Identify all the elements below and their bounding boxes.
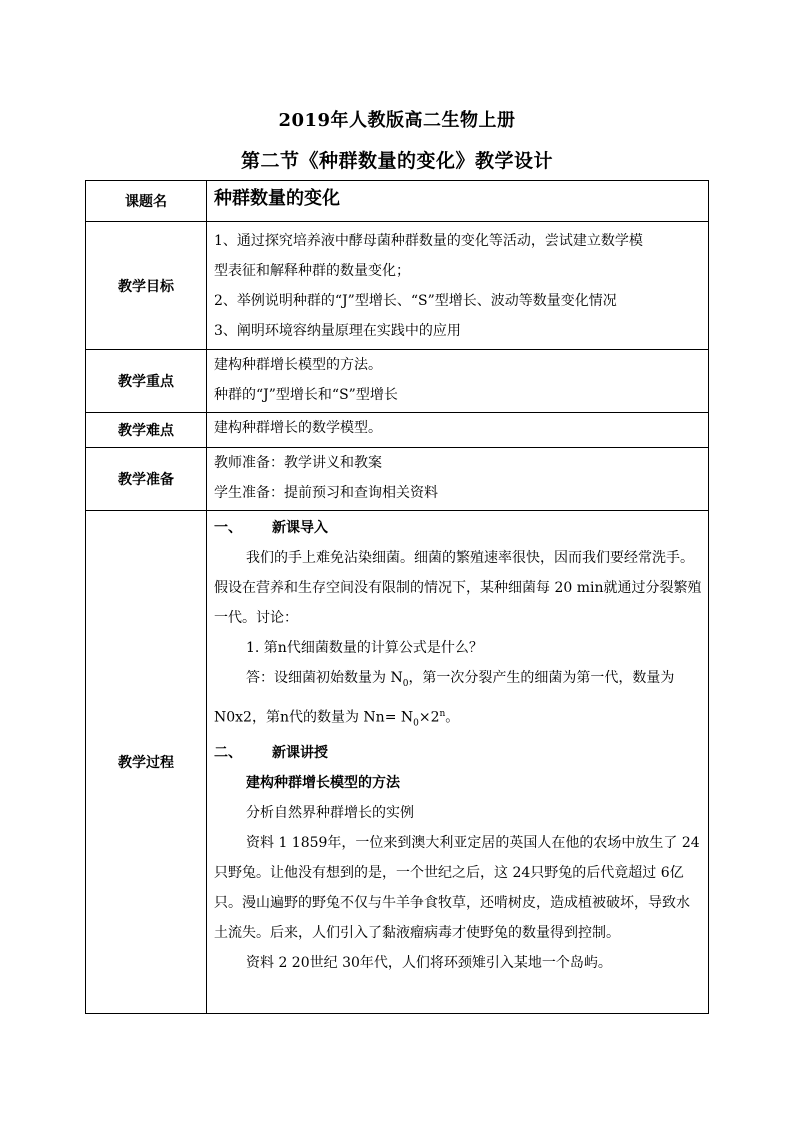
answer-paragraph [214, 663, 703, 738]
key-point-line: 建构种群增长模型的方法。 [214, 357, 382, 373]
key-point-line: 种群的“J”型增长和“S”型增长 [214, 387, 398, 403]
document-title: 2019年人教版高二生物上册 [278, 110, 516, 131]
section-heading-intro [214, 513, 703, 543]
row-label-topic: 课题名 [86, 181, 207, 222]
section-title: 新课导入 [272, 520, 328, 536]
goal-line: 2、举例说明种群的“J”型增长、“S”型增长、波动等数量变化情况 [214, 293, 617, 309]
table-row-key-points [86, 350, 709, 413]
subscript: 0 [413, 718, 419, 729]
material-1: 资料 1 1859年，一位来到澳大利亚定居的英国人在他的农场中放生了 24只野兔。让他没有想到的是，一个世纪之后，这 24只野兔的后代竟超过 6亿只。漫山遍野的野兔不仅与牛羊争食牧草，还啃树皮，造成植被破坏，导致水土流失。后来，人们引入了黏液瘤病毒才使野兔的数量得到控制。 [214, 835, 700, 942]
answer-text: 。 [445, 709, 460, 726]
question-line: 1. 第n代细菌数量的计算公式是什么？ [246, 640, 483, 656]
table-row-topic [86, 181, 709, 222]
goal-line: 型表征和解释种群的数量变化； [214, 263, 410, 279]
answer-text: ，第一次分裂产生的细菌为第一代，数量为 N0x2，第n代的数量为 Nn= N [214, 670, 675, 726]
subsection-line: 分析自然界种群增长的实例 [246, 805, 414, 822]
section-title: 新课讲授 [272, 745, 328, 762]
material-2: 资料 2 20世纪 30年代，人们将环颈雉引入某地一个岛屿。 [246, 955, 612, 972]
superscript: n [439, 708, 446, 719]
section-heading-lecture [214, 738, 703, 768]
row-label-goals: 教学目标 [86, 222, 207, 350]
subsection-title: 建构种群增长模型的方法 [246, 775, 400, 792]
row-label-key-points: 教学重点 [86, 350, 207, 413]
row-content-key-points [207, 350, 709, 413]
paragraph-intro: 我们的手上难免沾染细菌。细菌的繁殖速率很快，因而我们要经常洗手。假设在营养和生存空间没有限制的情况下，某种细菌每 20 min就通过分裂繁殖一代。讨论： [214, 550, 702, 626]
row-content-topic [207, 181, 709, 222]
row-content-process [207, 511, 709, 1014]
row-content-preparation [207, 448, 709, 511]
table-row-preparation [86, 448, 709, 511]
table-row-difficulties [86, 413, 709, 448]
goal-line: 1、通过探究培养液中酵母菌种群数量的变化等活动，尝试建立数学模 [214, 233, 643, 249]
subscript: 0 [402, 678, 409, 689]
section-number: 一、 [214, 520, 242, 536]
preparation-line: 教师准备：教学讲义和教案 [214, 455, 382, 471]
answer-text: 答：设细菌初始数量为 N [246, 670, 403, 686]
row-content-difficulties [207, 413, 709, 448]
preparation-line: 学生准备：提前预习和查询相关资料 [214, 485, 438, 501]
section-number: 二、 [214, 745, 242, 762]
answer-text: ×2 [418, 709, 440, 726]
goal-line: 3、阐明环境容纳量原理在实践中的应用 [214, 323, 461, 339]
row-label-process: 教学过程 [86, 511, 207, 1014]
topic-value: 种群数量的变化 [214, 188, 340, 209]
table-row-goals [86, 222, 709, 350]
difficulty-line: 建构种群增长的数学模型。 [214, 420, 382, 436]
row-label-preparation: 教学准备 [86, 448, 207, 511]
row-label-difficulties: 教学难点 [86, 413, 207, 448]
document-subtitle: 第二节《种群数量的变化》教学设计 [240, 150, 553, 172]
lesson-plan-table [85, 180, 709, 1014]
table-row-process [86, 511, 709, 1014]
row-content-goals [207, 222, 709, 350]
